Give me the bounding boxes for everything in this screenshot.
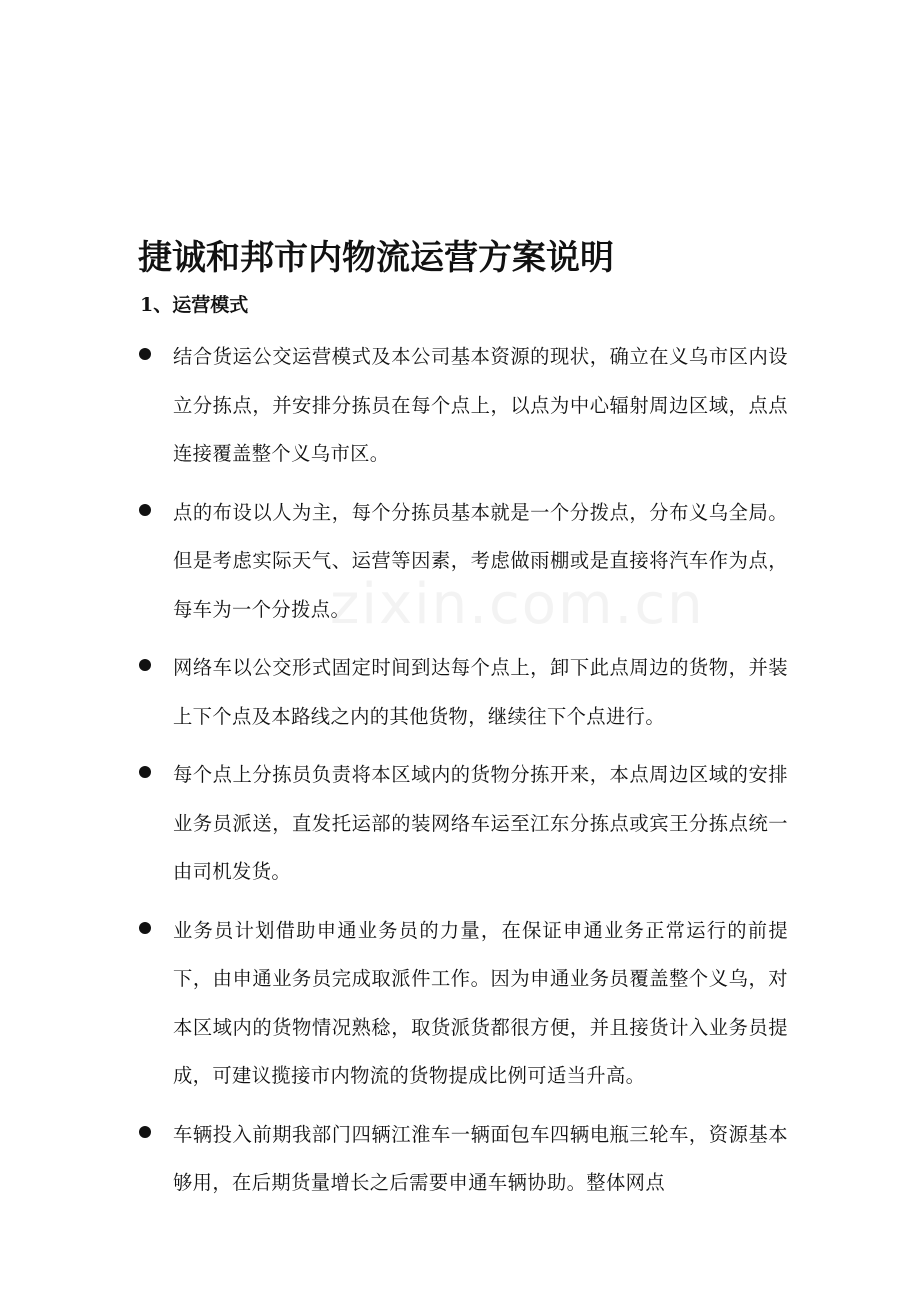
bullet-list (138, 333, 788, 1218)
bullet-dot-icon (139, 659, 151, 671)
bullet-text: 结合货运公交运营模式及本公司基本资源的现状，确立在义乌市区内设立分拣点，并安排分拣员在每个点上，以点为中心辐射周边区域，点点连接覆盖整个义乌市区。 (173, 345, 788, 465)
bullet-dot-icon (139, 1126, 151, 1138)
watermark: zixin.com.cn (330, 572, 705, 637)
bullet-text: 车辆投入前期我部门四辆江淮车一辆面包车四辆电瓶三轮车，资源基本够用，在后期货量增长之后需要申通车辆协助。整体网点 (173, 1122, 788, 1194)
bullet-dot-icon (139, 766, 151, 778)
bullet-dot-icon (139, 504, 151, 516)
bullet-text: 网络车以公交形式固定时间到达每个点上，卸下此点周边的货物，并装上下个点及本路线之内的其他货物，继续往下个点进行。 (173, 656, 788, 728)
list-item (138, 1111, 788, 1208)
list-item (138, 489, 788, 635)
list-item (138, 907, 788, 1101)
document-title: 捷诚和邦市内物流运营方案说明 (138, 238, 614, 278)
list-item (138, 644, 788, 741)
bullet-text: 业务员计划借助申通业务员的力量，在保证申通业务正常运行的前提下，由申通业务员完成取派件工作。因为申通业务员覆盖整个义乌，对本区域内的货物情况熟稔，取货派货都很方便，并且接货计入业务员提成，可建议揽接市内物流的货物提成比例可适当升高。 (173, 918, 788, 1087)
list-item (138, 333, 788, 479)
bullet-dot-icon (139, 348, 151, 360)
bullet-dot-icon (139, 922, 151, 934)
bullet-text: 点的布设以人为主，每个分拣员基本就是一个分拨点，分布义乌全局。但是考虑实际天气、运营等因素，考虑做雨棚或是直接将汽车作为点，每车为一个分拨点。 (173, 500, 788, 621)
list-item (138, 751, 788, 897)
bullet-text: 每个点上分拣员负责将本区域内的货物分拣开来，本点周边区域的安排业务员派送，直发托运部的装网络车运至江东分拣点或宾王分拣点统一由司机发货。 (173, 763, 788, 883)
section-heading: 1、运营模式 (140, 294, 249, 316)
